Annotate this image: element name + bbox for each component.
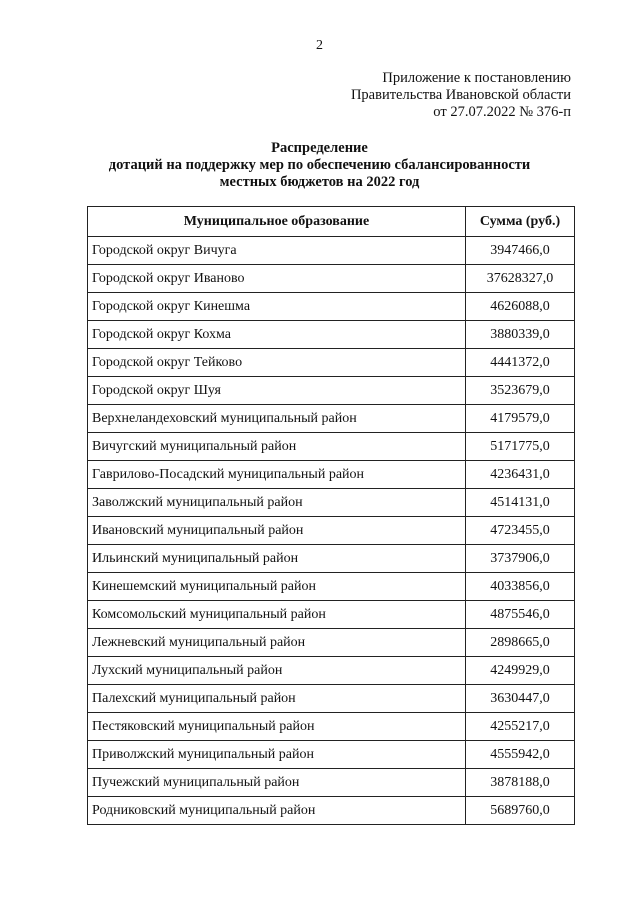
budget-distribution-table — [87, 206, 575, 825]
table-row — [88, 741, 575, 769]
municipality-cell: Верхнеландеховский муниципальный район — [88, 405, 466, 433]
municipality-cell: Приволжский муниципальный район — [88, 741, 466, 769]
sum-cell: 3630447,0 — [466, 685, 575, 713]
appendix-line-2: Правительства Ивановской области — [350, 87, 571, 103]
appendix-note — [351, 70, 571, 121]
municipality-cell: Городской округ Кинешма — [88, 293, 466, 321]
sum-cell: 37628327,0 — [466, 265, 575, 293]
sum-cell: 4555942,0 — [466, 741, 575, 769]
municipality-cell: Лухский муниципальный район — [88, 657, 466, 685]
table-row — [88, 797, 575, 825]
sum-cell: 4723455,0 — [466, 517, 575, 545]
title-line-2: дотаций на поддержку мер по обеспечению сбалансированности — [108, 157, 531, 173]
appendix-line-3: от 27.07.2022 № 376-п — [433, 104, 571, 120]
municipality-cell: Городской округ Шуя — [88, 377, 466, 405]
municipality-cell: Комсомольский муниципальный район — [88, 601, 466, 629]
municipality-cell: Палехский муниципальный район — [88, 685, 466, 713]
municipality-cell: Пестяковский муниципальный район — [88, 713, 466, 741]
table-row — [88, 265, 575, 293]
table-row — [88, 349, 575, 377]
table-row — [88, 713, 575, 741]
table-row — [88, 433, 575, 461]
table-body — [88, 237, 575, 825]
municipality-cell: Городской округ Вичуга — [88, 237, 466, 265]
appendix-line-1: Приложение к постановлению — [382, 70, 571, 86]
table-row — [88, 545, 575, 573]
title-line-3: местных бюджетов на 2022 год — [219, 174, 420, 190]
table-row — [88, 461, 575, 489]
sum-cell: 4179579,0 — [466, 405, 575, 433]
header-municipality: Муниципальное образование — [88, 207, 466, 237]
sum-cell: 5171775,0 — [466, 433, 575, 461]
sum-cell: 3523679,0 — [466, 377, 575, 405]
municipality-cell: Вичугский муниципальный район — [88, 433, 466, 461]
sum-cell: 5689760,0 — [466, 797, 575, 825]
table-row — [88, 573, 575, 601]
sum-cell: 4033856,0 — [466, 573, 575, 601]
table-row — [88, 657, 575, 685]
sum-cell: 3878188,0 — [466, 769, 575, 797]
table-row — [88, 629, 575, 657]
page-number: 2 — [316, 38, 323, 53]
sum-cell: 3947466,0 — [466, 237, 575, 265]
sum-cell: 4875546,0 — [466, 601, 575, 629]
municipality-cell: Гаврилово-Посадский муниципальный район — [88, 461, 466, 489]
sum-cell: 3880339,0 — [466, 321, 575, 349]
sum-cell: 4514131,0 — [466, 489, 575, 517]
municipality-cell: Кинешемский муниципальный район — [88, 573, 466, 601]
table-row — [88, 293, 575, 321]
table-row — [88, 405, 575, 433]
municipality-cell: Пучежский муниципальный район — [88, 769, 466, 797]
title-line-1: Распределение — [271, 140, 368, 156]
sum-cell: 4249929,0 — [466, 657, 575, 685]
sum-cell: 4626088,0 — [466, 293, 575, 321]
table-row — [88, 237, 575, 265]
sum-cell: 2898665,0 — [466, 629, 575, 657]
table-row — [88, 601, 575, 629]
sum-cell: 3737906,0 — [466, 545, 575, 573]
table-row — [88, 489, 575, 517]
table-header-row — [88, 207, 575, 237]
municipality-cell: Заволжский муниципальный район — [88, 489, 466, 517]
table-row — [88, 769, 575, 797]
municipality-cell: Лежневский муниципальный район — [88, 629, 466, 657]
table-row — [88, 517, 575, 545]
municipality-cell: Городской округ Тейково — [88, 349, 466, 377]
table-row — [88, 377, 575, 405]
municipality-cell: Городской округ Кохма — [88, 321, 466, 349]
sum-cell: 4441372,0 — [466, 349, 575, 377]
sum-cell: 4236431,0 — [466, 461, 575, 489]
municipality-cell: Городской округ Иваново — [88, 265, 466, 293]
sum-cell: 4255217,0 — [466, 713, 575, 741]
document-title — [0, 140, 639, 191]
municipality-cell: Родниковский муниципальный район — [88, 797, 466, 825]
table-row — [88, 321, 575, 349]
municipality-cell: Ивановский муниципальный район — [88, 517, 466, 545]
municipality-cell: Ильинский муниципальный район — [88, 545, 466, 573]
header-sum: Сумма (руб.) — [466, 207, 575, 237]
table-row — [88, 685, 575, 713]
